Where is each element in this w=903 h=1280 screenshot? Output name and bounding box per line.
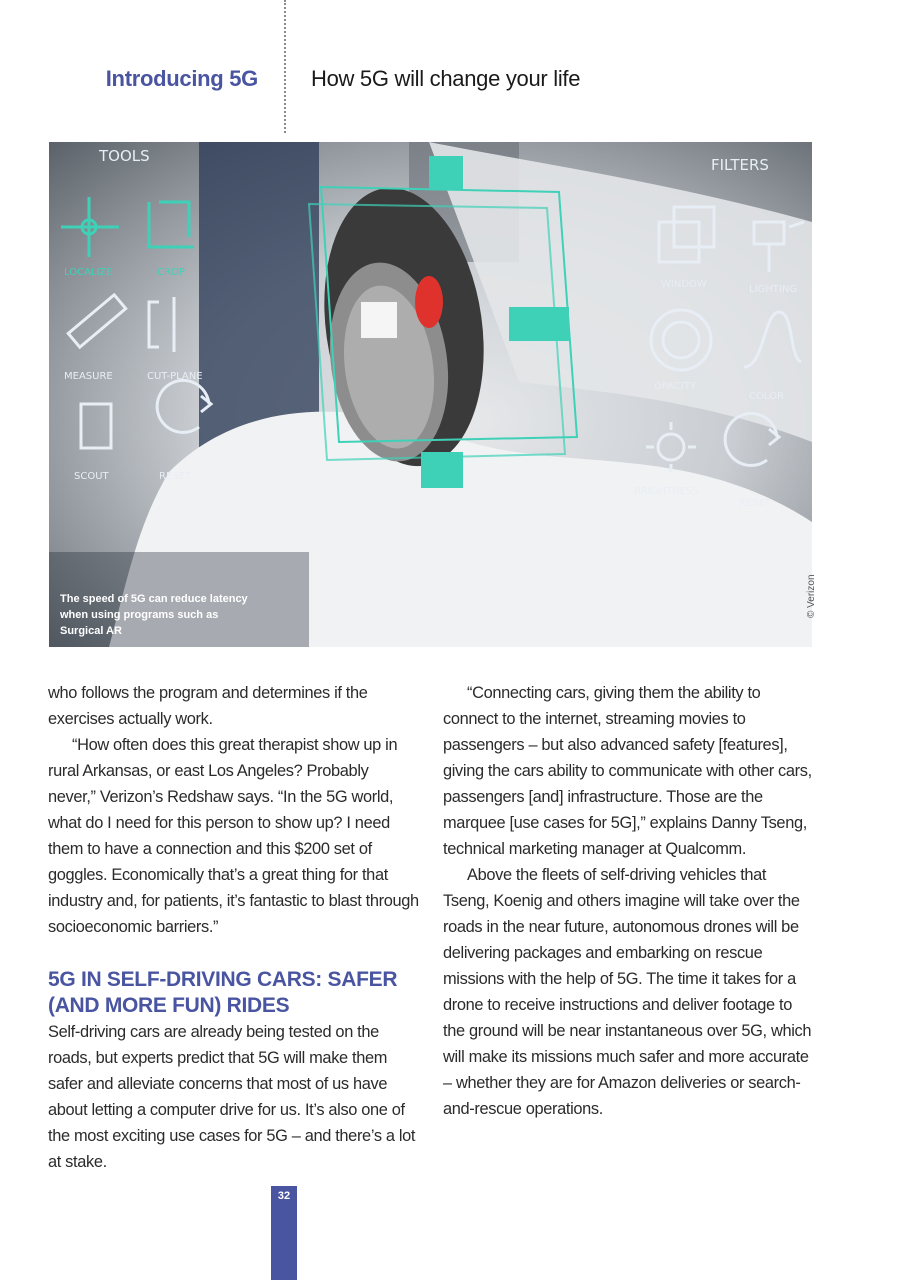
tool-measure-label: MEASURE [64, 371, 113, 382]
filters-title: FILTERS [711, 156, 769, 174]
section-heading: 5G IN SELF-DRIVING CARS: SAFER (AND MORE FUN) RIDES [48, 968, 398, 1017]
section-label: Introducing 5G [105, 66, 258, 91]
tools-title: TOOLS [99, 147, 150, 165]
surgical-ar-photo [49, 142, 812, 647]
left-column [48, 680, 420, 1175]
left-paragraph-2: “How often does this great therapist show up in rural Arkansas, or east Los Angeles? Probably never,” Verizon’s Redshaw says. “In the 5G world, what do I need for this person to show up? I need them to have a connection and this $200 set of goggles. Economically that’s a great thing for that industry and, for patients, it’s fantastic to blast through socioeconomic barriers.” [48, 736, 419, 936]
measure-icon [68, 295, 126, 347]
tumor-highlight [415, 276, 443, 328]
filter-color-label: COLOR [749, 391, 784, 402]
tool-reset-label: RESET [159, 471, 192, 482]
right-paragraph-1: “Connecting cars, giving them the ability to connect to the internet, streaming movies to passengers – but also advanced safety [features], giving the cars ability to communicate with other cars, passengers [and] infrastructure. Those are the marquee [use cases for 5G],” explains Danny Tseng, technical marketing manager at Qualcomm. [443, 684, 812, 858]
scout-icon [49, 404, 111, 450]
photo-credit: © Verizon [806, 574, 817, 618]
tool-scout-label: SCOUT [74, 471, 109, 482]
filter-reset-label: RESET [739, 498, 772, 509]
handle-right [509, 307, 569, 341]
filter-brightness-label: BRIGHTNESS [634, 486, 699, 497]
tool-localize-label: LOCALIZE [64, 267, 113, 278]
filter-opacity-label: OPACITY [654, 381, 697, 392]
right-paragraph-2: Above the fleets of self-driving vehicles that Tseng, Koenig and others imagine will take over the roads in the near future, autonomous drones will be delivering packages and embarking on rescue missions with the help of 5G. The time it takes for a drone to receive instructions and deliver footage to the ground will be near instantaneous over 5G, which will make its missions much safer and more accurate – whether they are for Amazon deliveries or search-and-rescue operations. [443, 866, 812, 1118]
filter-window-label: WINDOW [661, 279, 707, 290]
tool-crop-label: CROP [157, 267, 185, 278]
filter-lighting-label: LIGHTING [749, 284, 798, 295]
brightness-icon [646, 422, 696, 472]
header-divider [284, 0, 286, 133]
handle-top [429, 156, 463, 190]
crop-icon [149, 202, 194, 247]
page-number: 32 [277, 1190, 291, 1202]
left-paragraph-1: who follows the program and determines if the exercises actually work. [48, 684, 368, 728]
handle-bottom [421, 452, 463, 488]
chapter-title: How 5G will change your life [311, 66, 581, 91]
right-column [443, 680, 815, 1122]
page-number-tab [271, 1186, 297, 1280]
ar-scene [49, 142, 812, 647]
left-paragraph-3: Self-driving cars are already being tested on the roads, but experts predict that 5G will make them safer and alleviate concerns that most of us have about letting a computer drive for us. It’s also one of the most exciting use cases for 5G – and there’s a lot at stake. [48, 1023, 416, 1171]
cut-plane-icon [149, 297, 174, 352]
localize-icon [61, 197, 119, 257]
selection-cube-white [361, 302, 397, 338]
photo-caption: The speed of 5G can reduce latency when using programs such as Surgical AR [60, 593, 248, 637]
tool-cut-plane-label: CUT-PLANE [147, 371, 203, 382]
